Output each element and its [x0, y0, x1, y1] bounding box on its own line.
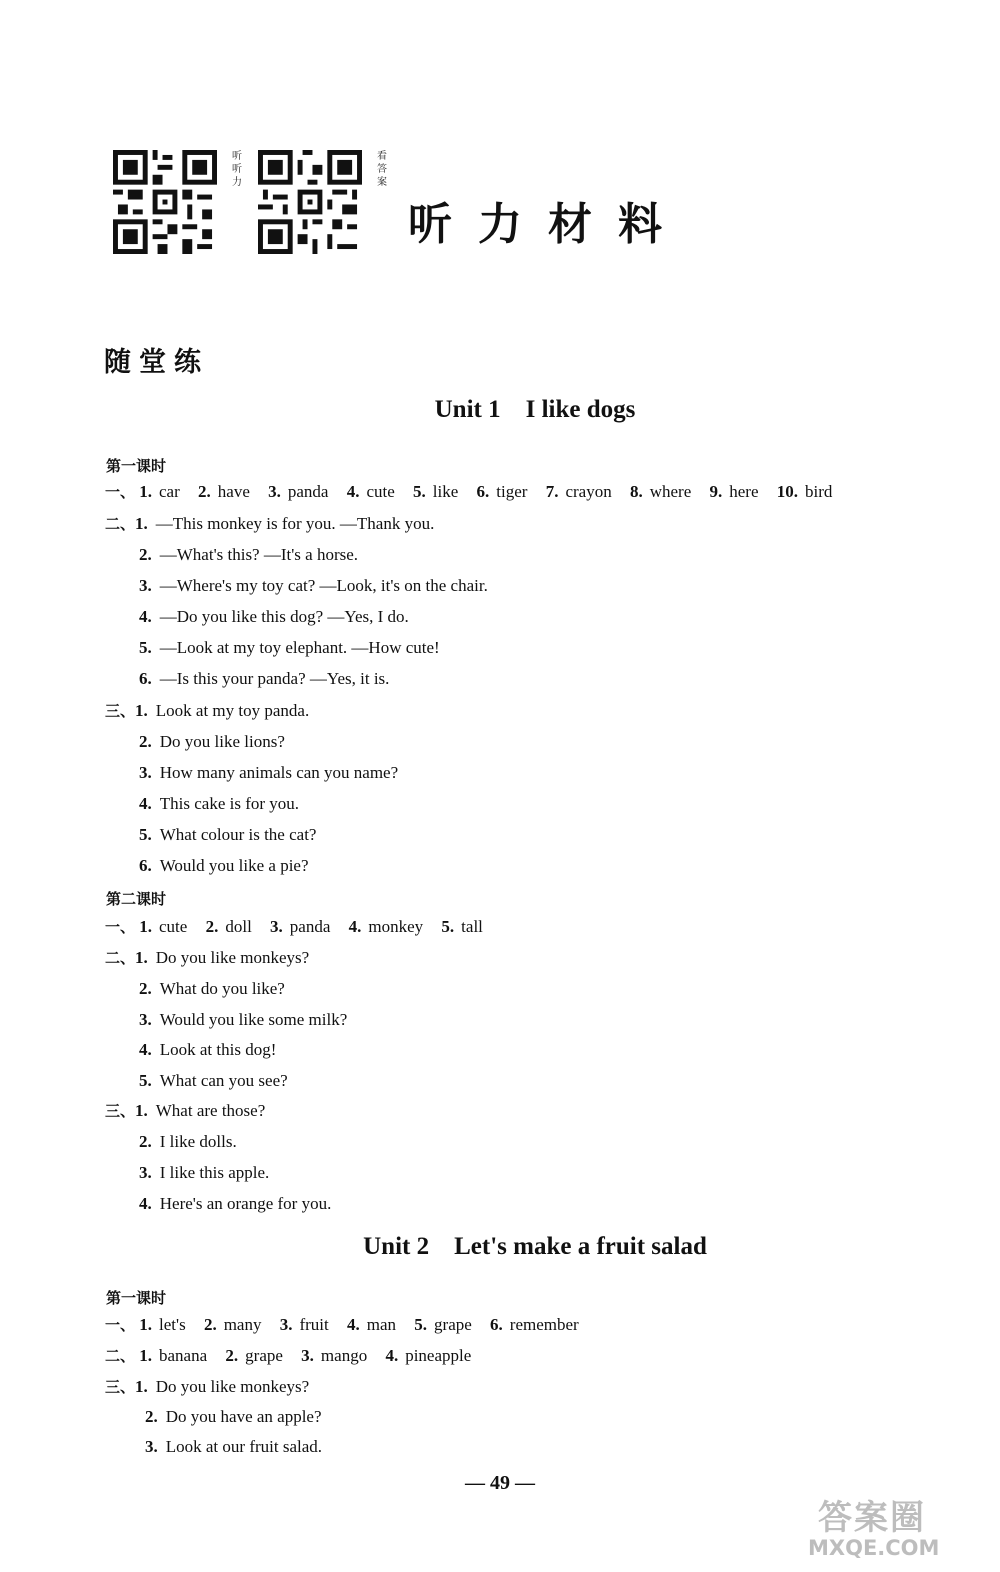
- item-number: 4.: [139, 607, 152, 626]
- item-number: 3.: [301, 1346, 314, 1365]
- word: cute: [159, 917, 188, 936]
- item-number: 5.: [441, 917, 455, 936]
- part-tag: 一、: [105, 918, 136, 936]
- word: like: [432, 482, 459, 501]
- item-number: 1.: [135, 948, 148, 967]
- word: remember: [509, 1315, 579, 1334]
- word: have: [217, 482, 250, 501]
- sentence: —Where's my toy cat? —Look, it's on the chair.: [159, 576, 488, 595]
- item-number: 3.: [270, 917, 283, 936]
- item-number: 1.: [139, 482, 153, 501]
- exercise-line: [105, 512, 434, 536]
- sentence: —This monkey is for you. —Thank you.: [155, 514, 435, 533]
- item-number: 2.: [139, 732, 152, 751]
- exercise-line: [105, 1099, 265, 1123]
- lesson-heading: 第二课时: [106, 890, 167, 908]
- sentence: What do you like?: [159, 979, 285, 998]
- item-number: 6.: [476, 482, 490, 501]
- exercise-line: [139, 761, 398, 785]
- item-number: 4.: [139, 1040, 152, 1059]
- qr-code-answers[interactable]: [258, 150, 362, 254]
- sentence: Would you like some milk?: [159, 1010, 348, 1029]
- item-number: 3.: [139, 1010, 152, 1029]
- item-number: 10.: [776, 482, 799, 501]
- item-number: 4.: [385, 1346, 399, 1365]
- word: cute: [366, 482, 395, 501]
- item-number: 2.: [203, 1315, 217, 1334]
- item-number: 1.: [139, 1346, 153, 1365]
- part-tag: 二、: [105, 949, 136, 967]
- item-number: 5.: [413, 482, 426, 501]
- item-number: 1.: [139, 917, 153, 936]
- word: many: [223, 1315, 262, 1334]
- section-title: 随堂练: [104, 347, 209, 378]
- sentence: Look at my toy panda.: [155, 701, 310, 720]
- qr-caption-answers: 看答案: [377, 151, 387, 188]
- part-tag: 二、: [105, 1347, 136, 1365]
- item-number: 1.: [135, 514, 148, 533]
- word: car: [159, 482, 180, 501]
- item-number: 9.: [709, 482, 723, 501]
- word: man: [366, 1315, 397, 1334]
- sentence: Look at our fruit salad.: [165, 1437, 323, 1456]
- exercise-line: [139, 543, 358, 567]
- word: grape: [434, 1315, 472, 1334]
- sentence: Would you like a pie?: [159, 856, 309, 875]
- item-number: 6.: [490, 1315, 503, 1334]
- item-number: 1.: [135, 701, 148, 720]
- word: panda: [289, 917, 331, 936]
- item-number: 3.: [145, 1437, 158, 1456]
- exercise-line: [139, 1008, 347, 1032]
- exercise-line: [139, 823, 316, 847]
- word: where: [649, 482, 692, 501]
- sentence: Do you like lions?: [159, 732, 285, 751]
- word: mango: [320, 1346, 368, 1365]
- exercise-line: [139, 977, 285, 1001]
- sentence: This cake is for you.: [159, 794, 300, 813]
- sentence: I like this apple.: [159, 1163, 270, 1182]
- item-number: 2.: [145, 1407, 158, 1426]
- item-number: 4.: [139, 1194, 152, 1213]
- exercise-line: [139, 1130, 237, 1154]
- item-number: 2.: [139, 1132, 152, 1151]
- item-number: 4.: [139, 794, 152, 813]
- item-number: 4.: [348, 917, 362, 936]
- word: crayon: [565, 482, 612, 501]
- watermark-logo: 答案圈: [818, 1498, 926, 1538]
- lesson-heading: 第一课时: [106, 1289, 167, 1307]
- sentence: —Look at my toy elephant. —How cute!: [159, 638, 440, 657]
- word: tiger: [496, 482, 528, 501]
- part-tag: 三、: [105, 1102, 136, 1120]
- exercise-line: [139, 854, 309, 878]
- sentence: Look at this dog!: [159, 1040, 277, 1059]
- word: tall: [461, 917, 483, 936]
- exercise-line: [139, 636, 440, 660]
- part-tag: 一、: [105, 1316, 136, 1334]
- item-number: 3.: [279, 1315, 293, 1334]
- qr-caption-listening: 听听力: [232, 151, 242, 188]
- part-tag: 三、: [105, 702, 136, 720]
- word: here: [729, 482, 759, 501]
- exercise-line: [105, 1375, 309, 1399]
- item-number: 1.: [135, 1101, 148, 1120]
- item-number: 1.: [135, 1377, 148, 1396]
- exercise-line: [105, 1344, 485, 1368]
- sentence: —What's this? —It's a horse.: [159, 545, 359, 564]
- exercise-line: [105, 946, 309, 970]
- unit-title: Unit 2 Let's make a fruit salad: [363, 1233, 707, 1260]
- item-number: 8.: [629, 482, 643, 501]
- sentence: Do you have an apple?: [165, 1407, 322, 1426]
- exercise-line: [139, 1069, 288, 1093]
- exercise-line: [139, 667, 389, 691]
- item-number: 3.: [139, 576, 152, 595]
- item-number: 4.: [347, 1315, 360, 1334]
- word: banana: [159, 1346, 208, 1365]
- part-tag: 一、: [105, 483, 136, 501]
- sentence: —Do you like this dog? —Yes, I do.: [159, 607, 409, 626]
- word: monkey: [368, 917, 424, 936]
- exercise-line: [145, 1405, 322, 1429]
- sentence: Do you like monkeys?: [155, 1377, 310, 1396]
- exercise-line: [139, 730, 285, 754]
- exercise-line: [139, 605, 409, 629]
- part-tag: 二、: [105, 515, 136, 533]
- item-number: 2.: [139, 979, 152, 998]
- item-number: 2.: [198, 482, 211, 501]
- word: let's: [159, 1315, 186, 1334]
- part-tag: 三、: [105, 1378, 136, 1396]
- qr-code-listening[interactable]: [113, 150, 217, 254]
- sentence: How many animals can you name?: [159, 763, 399, 782]
- item-number: 1.: [139, 1315, 153, 1334]
- exercise-line: [139, 574, 488, 598]
- sentence: Here's an orange for you.: [159, 1194, 332, 1213]
- item-number: 7.: [545, 482, 559, 501]
- sentence: What can you see?: [159, 1071, 288, 1090]
- word: doll: [225, 917, 252, 936]
- item-number: 4.: [346, 482, 360, 501]
- item-number: 5.: [139, 825, 152, 844]
- exercise-line: [105, 1313, 593, 1337]
- item-number: 2.: [205, 917, 219, 936]
- item-number: 5.: [139, 1071, 152, 1090]
- page-title: 听力材料: [408, 199, 688, 250]
- item-number: 3.: [268, 482, 281, 501]
- exercise-line: [105, 915, 497, 939]
- item-number: 2.: [225, 1346, 239, 1365]
- sentence: What colour is the cat?: [159, 825, 317, 844]
- item-number: 3.: [139, 1163, 152, 1182]
- exercise-line: [139, 1038, 276, 1062]
- unit-title: Unit 1 I like dogs: [434, 396, 636, 423]
- exercise-line: [105, 480, 846, 504]
- item-number: 6.: [139, 856, 152, 875]
- exercise-line: [145, 1435, 322, 1459]
- item-number: 3.: [139, 763, 152, 782]
- watermark-url: MXQE.COM: [808, 1536, 940, 1560]
- item-number: 2.: [139, 545, 152, 564]
- sentence: I like dolls.: [159, 1132, 237, 1151]
- item-number: 5.: [139, 638, 152, 657]
- exercise-line: [139, 1192, 331, 1216]
- word: bird: [805, 482, 833, 501]
- sentence: —Is this your panda? —Yes, it is.: [159, 669, 390, 688]
- exercise-line: [139, 792, 299, 816]
- sentence: Do you like monkeys?: [155, 948, 310, 967]
- lesson-heading: 第一课时: [106, 457, 167, 475]
- word: pineapple: [405, 1346, 472, 1365]
- exercise-line: [139, 1161, 269, 1185]
- word: panda: [287, 482, 329, 501]
- page-number: — 49 —: [465, 1472, 535, 1494]
- item-number: 5.: [414, 1315, 428, 1334]
- exercise-line: [105, 699, 309, 723]
- sentence: What are those?: [155, 1101, 266, 1120]
- word: fruit: [299, 1315, 329, 1334]
- word: grape: [245, 1346, 283, 1365]
- item-number: 6.: [139, 669, 152, 688]
